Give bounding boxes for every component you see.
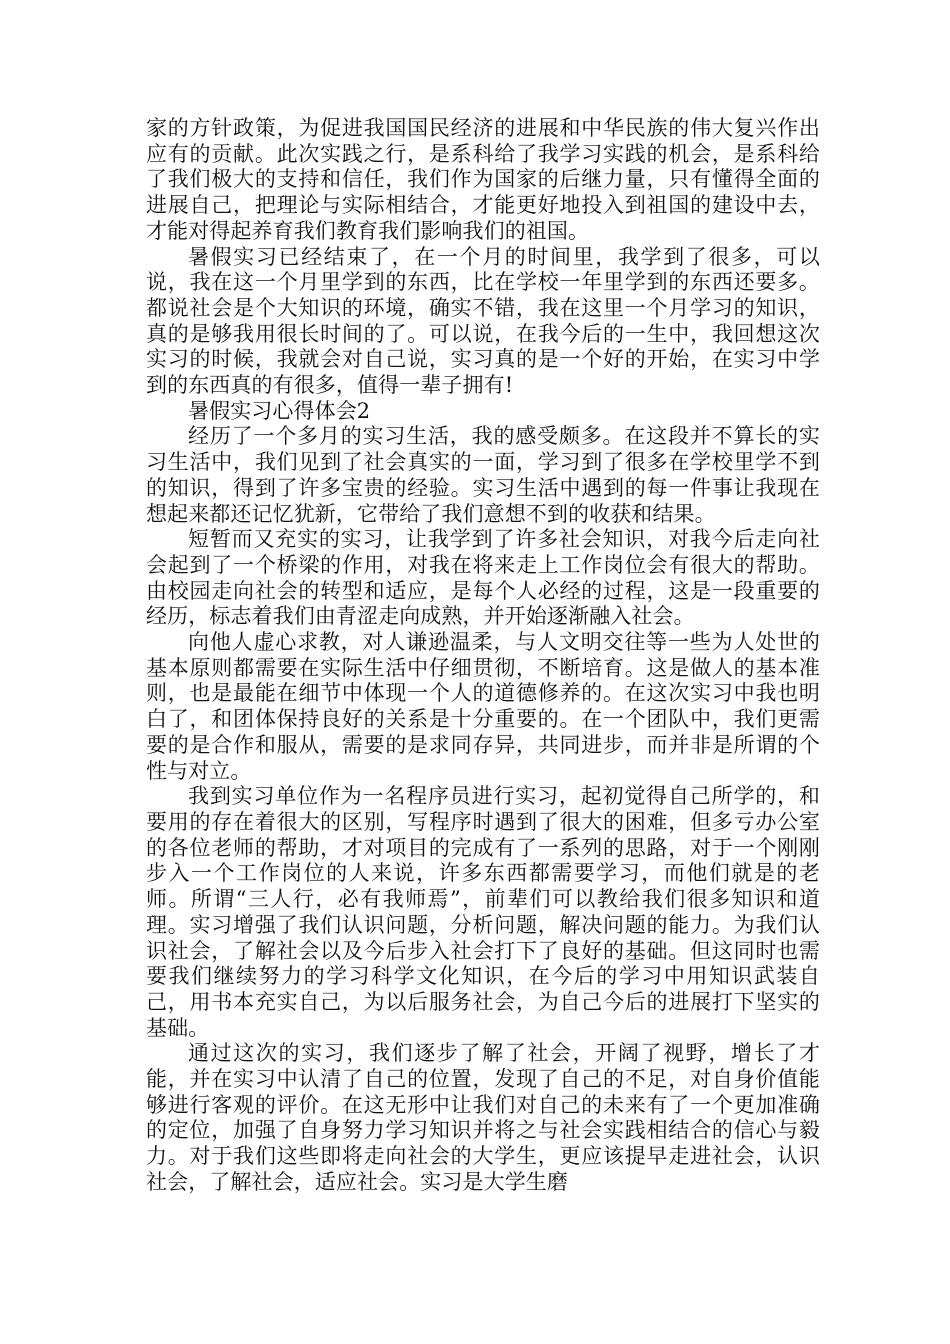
document-body [146, 116, 820, 1196]
paragraph-5: 向他人虚心求教，对人谦逊温柔，与人文明交往等一些为人处世的基本原则都需要在实际生活中仔细贯彻，不断培育。这是做人的基本准则，也是最能在细节中体现一个人的道德修养的。在这次实习中我也明白了，和团体保持良好的关系是十分重要的。在一个团队中，我们更需要的是合作和服从，需要的是求同存异，共同进步，而并非是所谓的个性与对立。 [146, 630, 820, 783]
paragraph-2: 暑假实习已经结束了，在一个月的时间里，我学到了很多，可以说，我在这一个月里学到的东西，比在学校一年里学到的东西还要多。都说社会是个大知识的环境，确实不错，我在这里一个月学习的知识，真的是够我用很长时间的了。可以说，在我今后的一生中，我回想这次实习的时候，我就会对自己说，实习真的是一个好的开始，在实习中学到的东西真的有很多，值得一辈子拥有! [146, 244, 820, 398]
paragraph-7: 通过这次的实习，我们逐步了解了社会，开阔了视野，增长了才能，并在实习中认清了自己的位置，发现了自己的不足，对自身价值能够进行客观的评价。在这无形中让我们对自己的未来有了一个更加准确的定位，加强了自身努力学习知识并将之与社会实践相结合的信心与毅力。对于我们这些即将走向社会的大学生，更应该提早走进社会，认识社会，了解社会，适应社会。实习是大学生磨 [146, 1041, 820, 1194]
paragraph-4: 短暂而又充实的实习，让我学到了许多社会知识，对我今后走向社会起到了一个桥梁的作用，对我在将来走上工作岗位会有很大的帮助。由校园走向社会的转型和适应，是每个人必经的过程，这是一段重要的经历，标志着我们由青涩走向成熟，并开始逐渐融入社会。 [146, 527, 820, 629]
section-heading: 暑假实习心得体会2 [188, 398, 371, 423]
paragraph-6: 我到实习单位作为一名程序员进行实习，起初觉得自己所学的，和要用的存在着很大的区别，写程序时遇到了很大的困难，但多亏办公室的各位老师的帮助，才对项目的完成有了一系列的思路，对于一个刚刚步入一个工作岗位的人来说，许多东西都需要学习，而他们就是的老师。所谓“三人行，必有我师焉”，前辈们可以教给我们很多知识和道理。实习增强了我们认识问题，分析问题，解决问题的能力。为我们认识社会，了解社会以及今后步入社会打下了良好的基础。但这同时也需要我们继续努力的学习科学文化知识，在今后的学习中用知识武装自己，用书本充实自己，为以后服务社会，为自己今后的进展打下坚实的基础。 [146, 784, 820, 1040]
paragraph-3: 经历了一个多月的实习生活，我的感受颇多。在这段并不算长的实习生活中，我们见到了社会真实的一面，学习到了很多在学校里学不到的知识，得到了许多宝贵的经验。实习生活中遇到的每一件事让我现在想起来都还记忆犹新，它带给了我们意想不到的收获和结果。 [146, 424, 820, 526]
paragraph-1: 家的方针政策，为促进我国国民经济的进展和中华民族的伟大复兴作出应有的贡献。此次实践之行，是系科给了我学习实践的机会，是系科给了我们极大的支持和信任，我们作为国家的后继力量，只有懂得全面的进展自己，把理论与实际相结合，才能更好地投入到祖国的建设中去，才能对得起养育我们教育我们影响我们的祖国。 [146, 116, 820, 243]
